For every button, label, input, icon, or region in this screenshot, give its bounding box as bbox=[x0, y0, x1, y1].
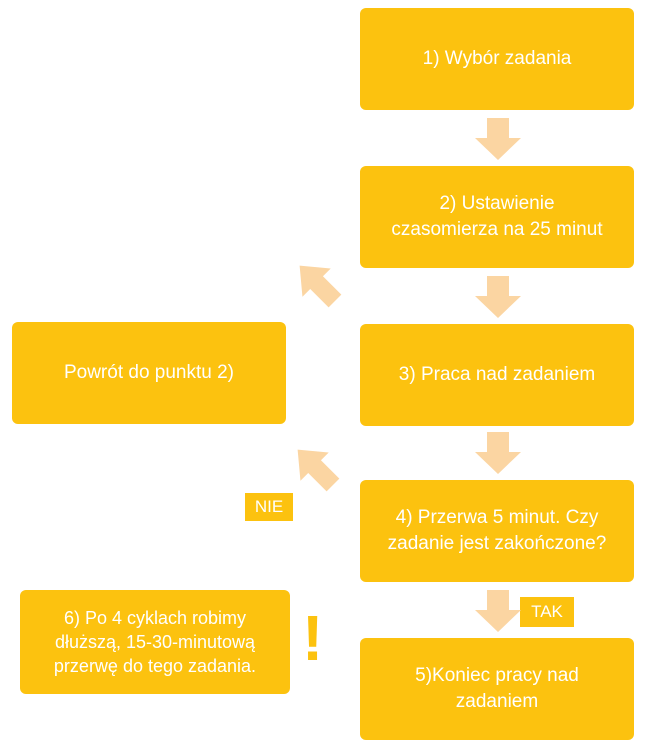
step-6-box bbox=[20, 590, 290, 694]
arrow-step3-to-step4 bbox=[475, 432, 521, 474]
arrow-step1-to-step2 bbox=[475, 118, 521, 160]
step-4-label: 4) Przerwa 5 minut. Czy zadanie jest zakończone? bbox=[387, 507, 607, 554]
arrow-step4-to-step5 bbox=[475, 590, 521, 632]
step-2-box bbox=[360, 166, 634, 268]
step-5-label: 5)Koniec pracy nad zadaniem bbox=[415, 665, 579, 712]
step-2-label: 2) Ustawienie czasomierza na 25 minut bbox=[391, 193, 603, 240]
step-1-box bbox=[360, 8, 634, 110]
arrow-step4-to-no bbox=[288, 440, 344, 496]
yes-label: TAK bbox=[520, 597, 574, 627]
exclamation-mark: ! bbox=[302, 602, 324, 674]
arrow-step2-to-step3 bbox=[475, 276, 521, 318]
return-to-step-2-box bbox=[12, 322, 286, 424]
step-3-label: 3) Praca nad zadaniem bbox=[398, 364, 596, 386]
step-5-box bbox=[360, 638, 634, 740]
return-to-step-2-label: Powrót do punktu 2) bbox=[63, 362, 235, 384]
arrow-step3-to-return bbox=[290, 256, 346, 312]
step-4-box bbox=[360, 480, 634, 582]
no-label: NIE bbox=[245, 493, 293, 521]
step-1-label: 1) Wybór zadania bbox=[422, 48, 572, 70]
step-3-box bbox=[360, 324, 634, 426]
step-6-label: 6) Po 4 cyklach robimy dłuższą, 15-30-minutową przerwę do tego zadania. bbox=[53, 607, 257, 677]
